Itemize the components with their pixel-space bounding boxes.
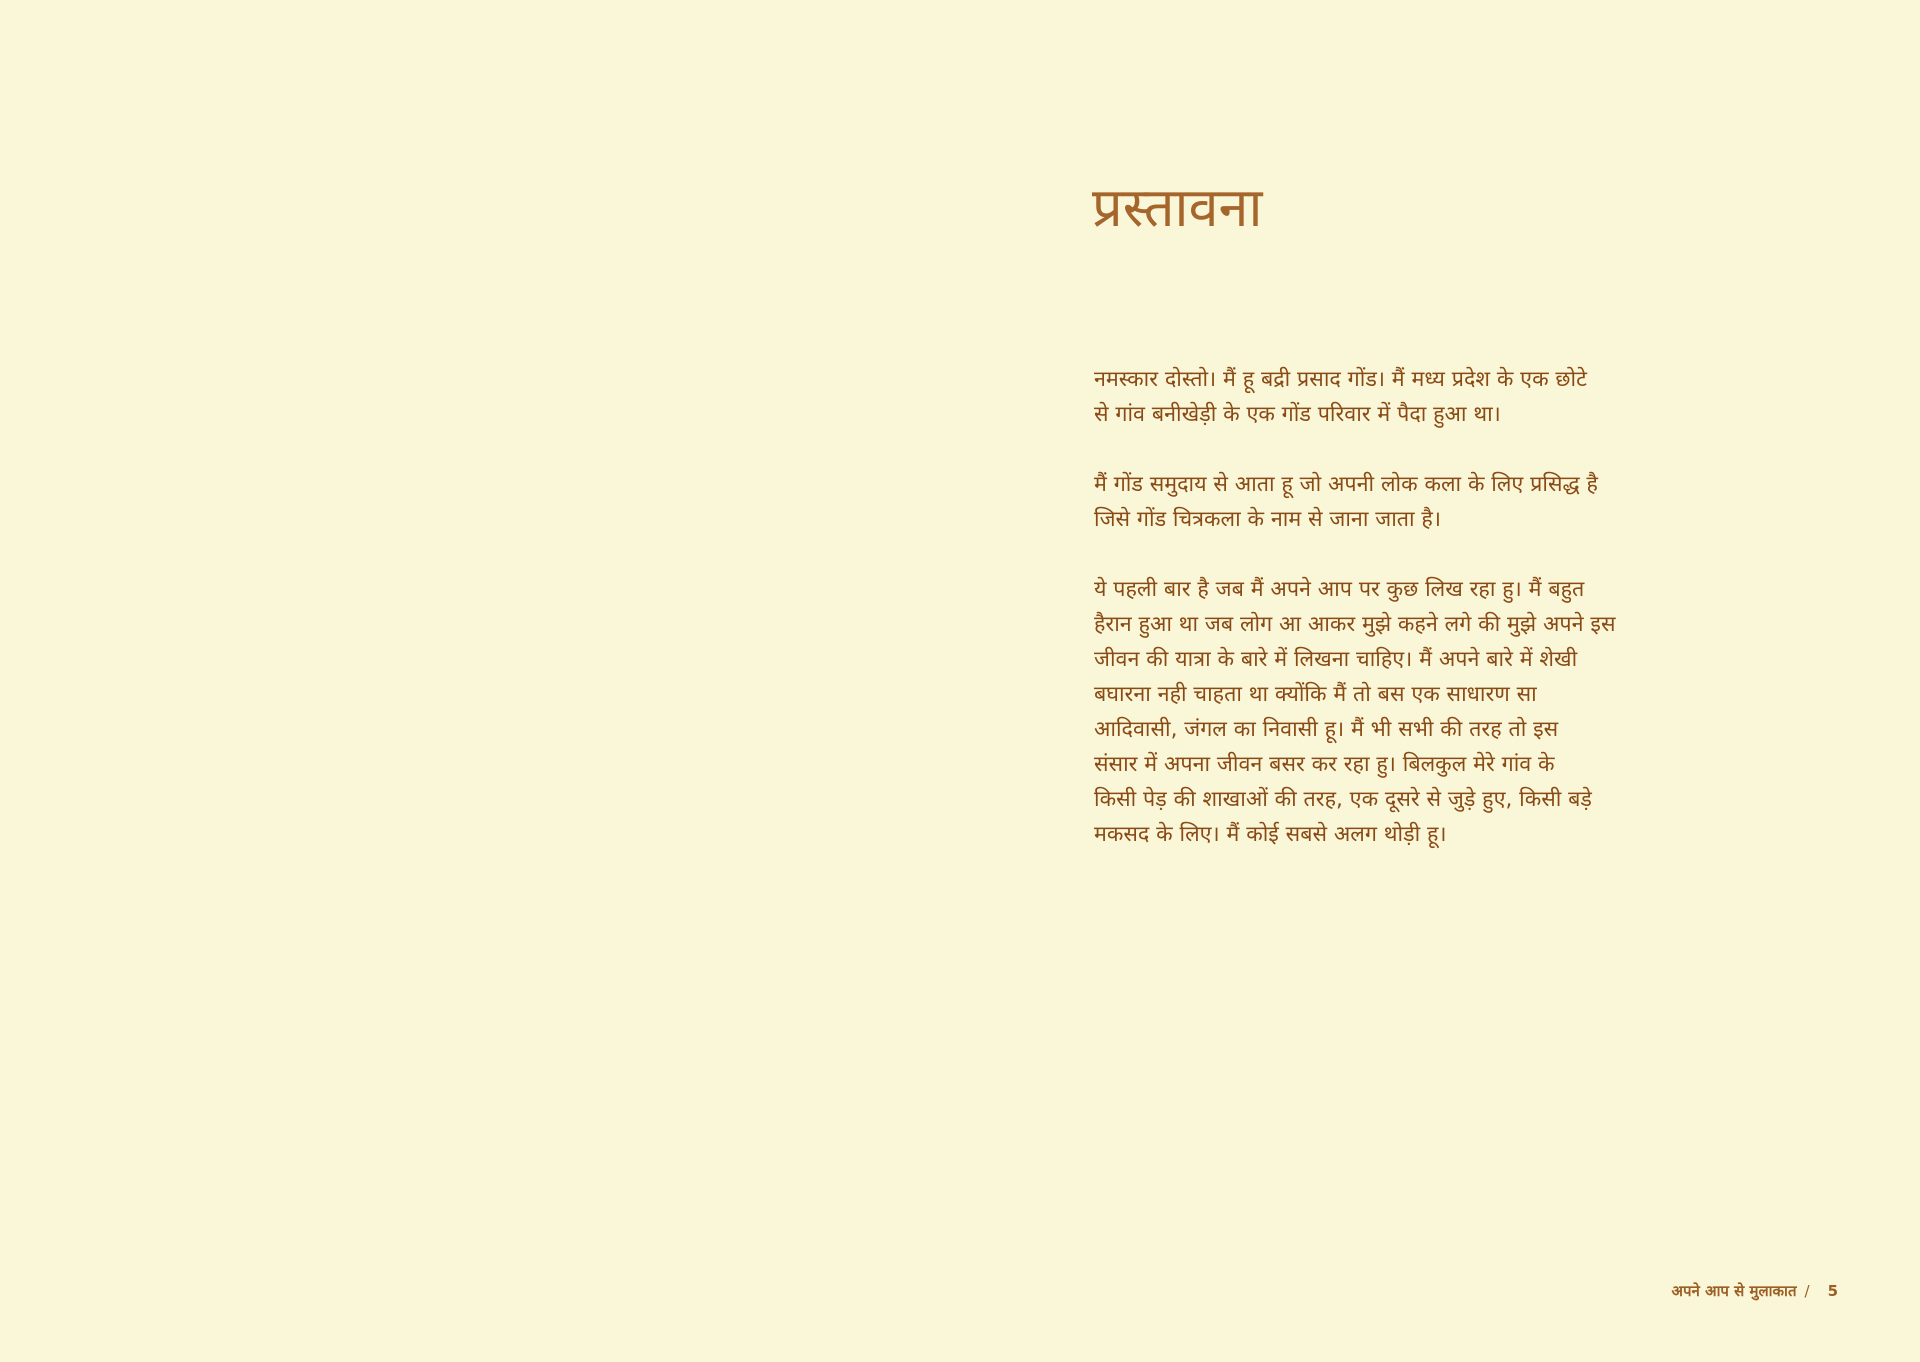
text-line: से गांव बनीखेड़ी के एक गोंड परिवार में पैदा हुआ था। bbox=[1094, 402, 1501, 427]
text-line: संसार में अपना जीवन बसर कर रहा हु। बिलकुल मेरे गांव के bbox=[1094, 752, 1555, 777]
text-line: आदिवासी, जंगल का निवासी हू। मैं भी सभी की तरह तो इस bbox=[1094, 717, 1559, 742]
paragraph-3 bbox=[1094, 572, 1794, 852]
text-line: मकसद के लिए। मैं कोई सबसे अलग थोड़ी हू। bbox=[1094, 822, 1447, 847]
text-line: जिसे गोंड चित्रकला के नाम से जाना जाता है। bbox=[1094, 507, 1441, 532]
paragraph-2 bbox=[1094, 467, 1794, 537]
footer-separator: / bbox=[1804, 1282, 1810, 1300]
text-line: नमस्कार दोस्तो। मैं हू बद्री प्रसाद गोंड। मैं मध्य प्रदेश के एक छोटे bbox=[1094, 367, 1587, 392]
text-line: किसी पेड़ की शाखाओं की तरह, एक दूसरे से जुड़े हुए, किसी बड़े bbox=[1094, 787, 1592, 812]
page-footer bbox=[1672, 1281, 1838, 1301]
footer-book-title: अपने आप से मुलाकात bbox=[1671, 1282, 1797, 1300]
page-number: 5 bbox=[1827, 1282, 1838, 1300]
text-line: बघारना नही चाहता था क्योंकि मैं तो बस एक साधारण सा bbox=[1094, 682, 1537, 707]
text-line: जीवन की यात्रा के बारे में लिखना चाहिए। मैं अपने बारे में शेखी bbox=[1094, 647, 1578, 672]
paragraph-1 bbox=[1094, 362, 1794, 432]
page-title: प्रस्तावना bbox=[1092, 176, 1263, 239]
text-line: हैरान हुआ था जब लोग आ आकर मुझे कहने लगे की मुझे अपने इस bbox=[1094, 612, 1616, 637]
body-text bbox=[1094, 362, 1794, 887]
text-line: मैं गोंड समुदाय से आता हू जो अपनी लोक कला के लिए प्रसिद्ध है bbox=[1094, 472, 1598, 497]
text-line: ये पहली बार है जब मैं अपने आप पर कुछ लिख रहा हु। मैं बहुत bbox=[1094, 577, 1585, 602]
